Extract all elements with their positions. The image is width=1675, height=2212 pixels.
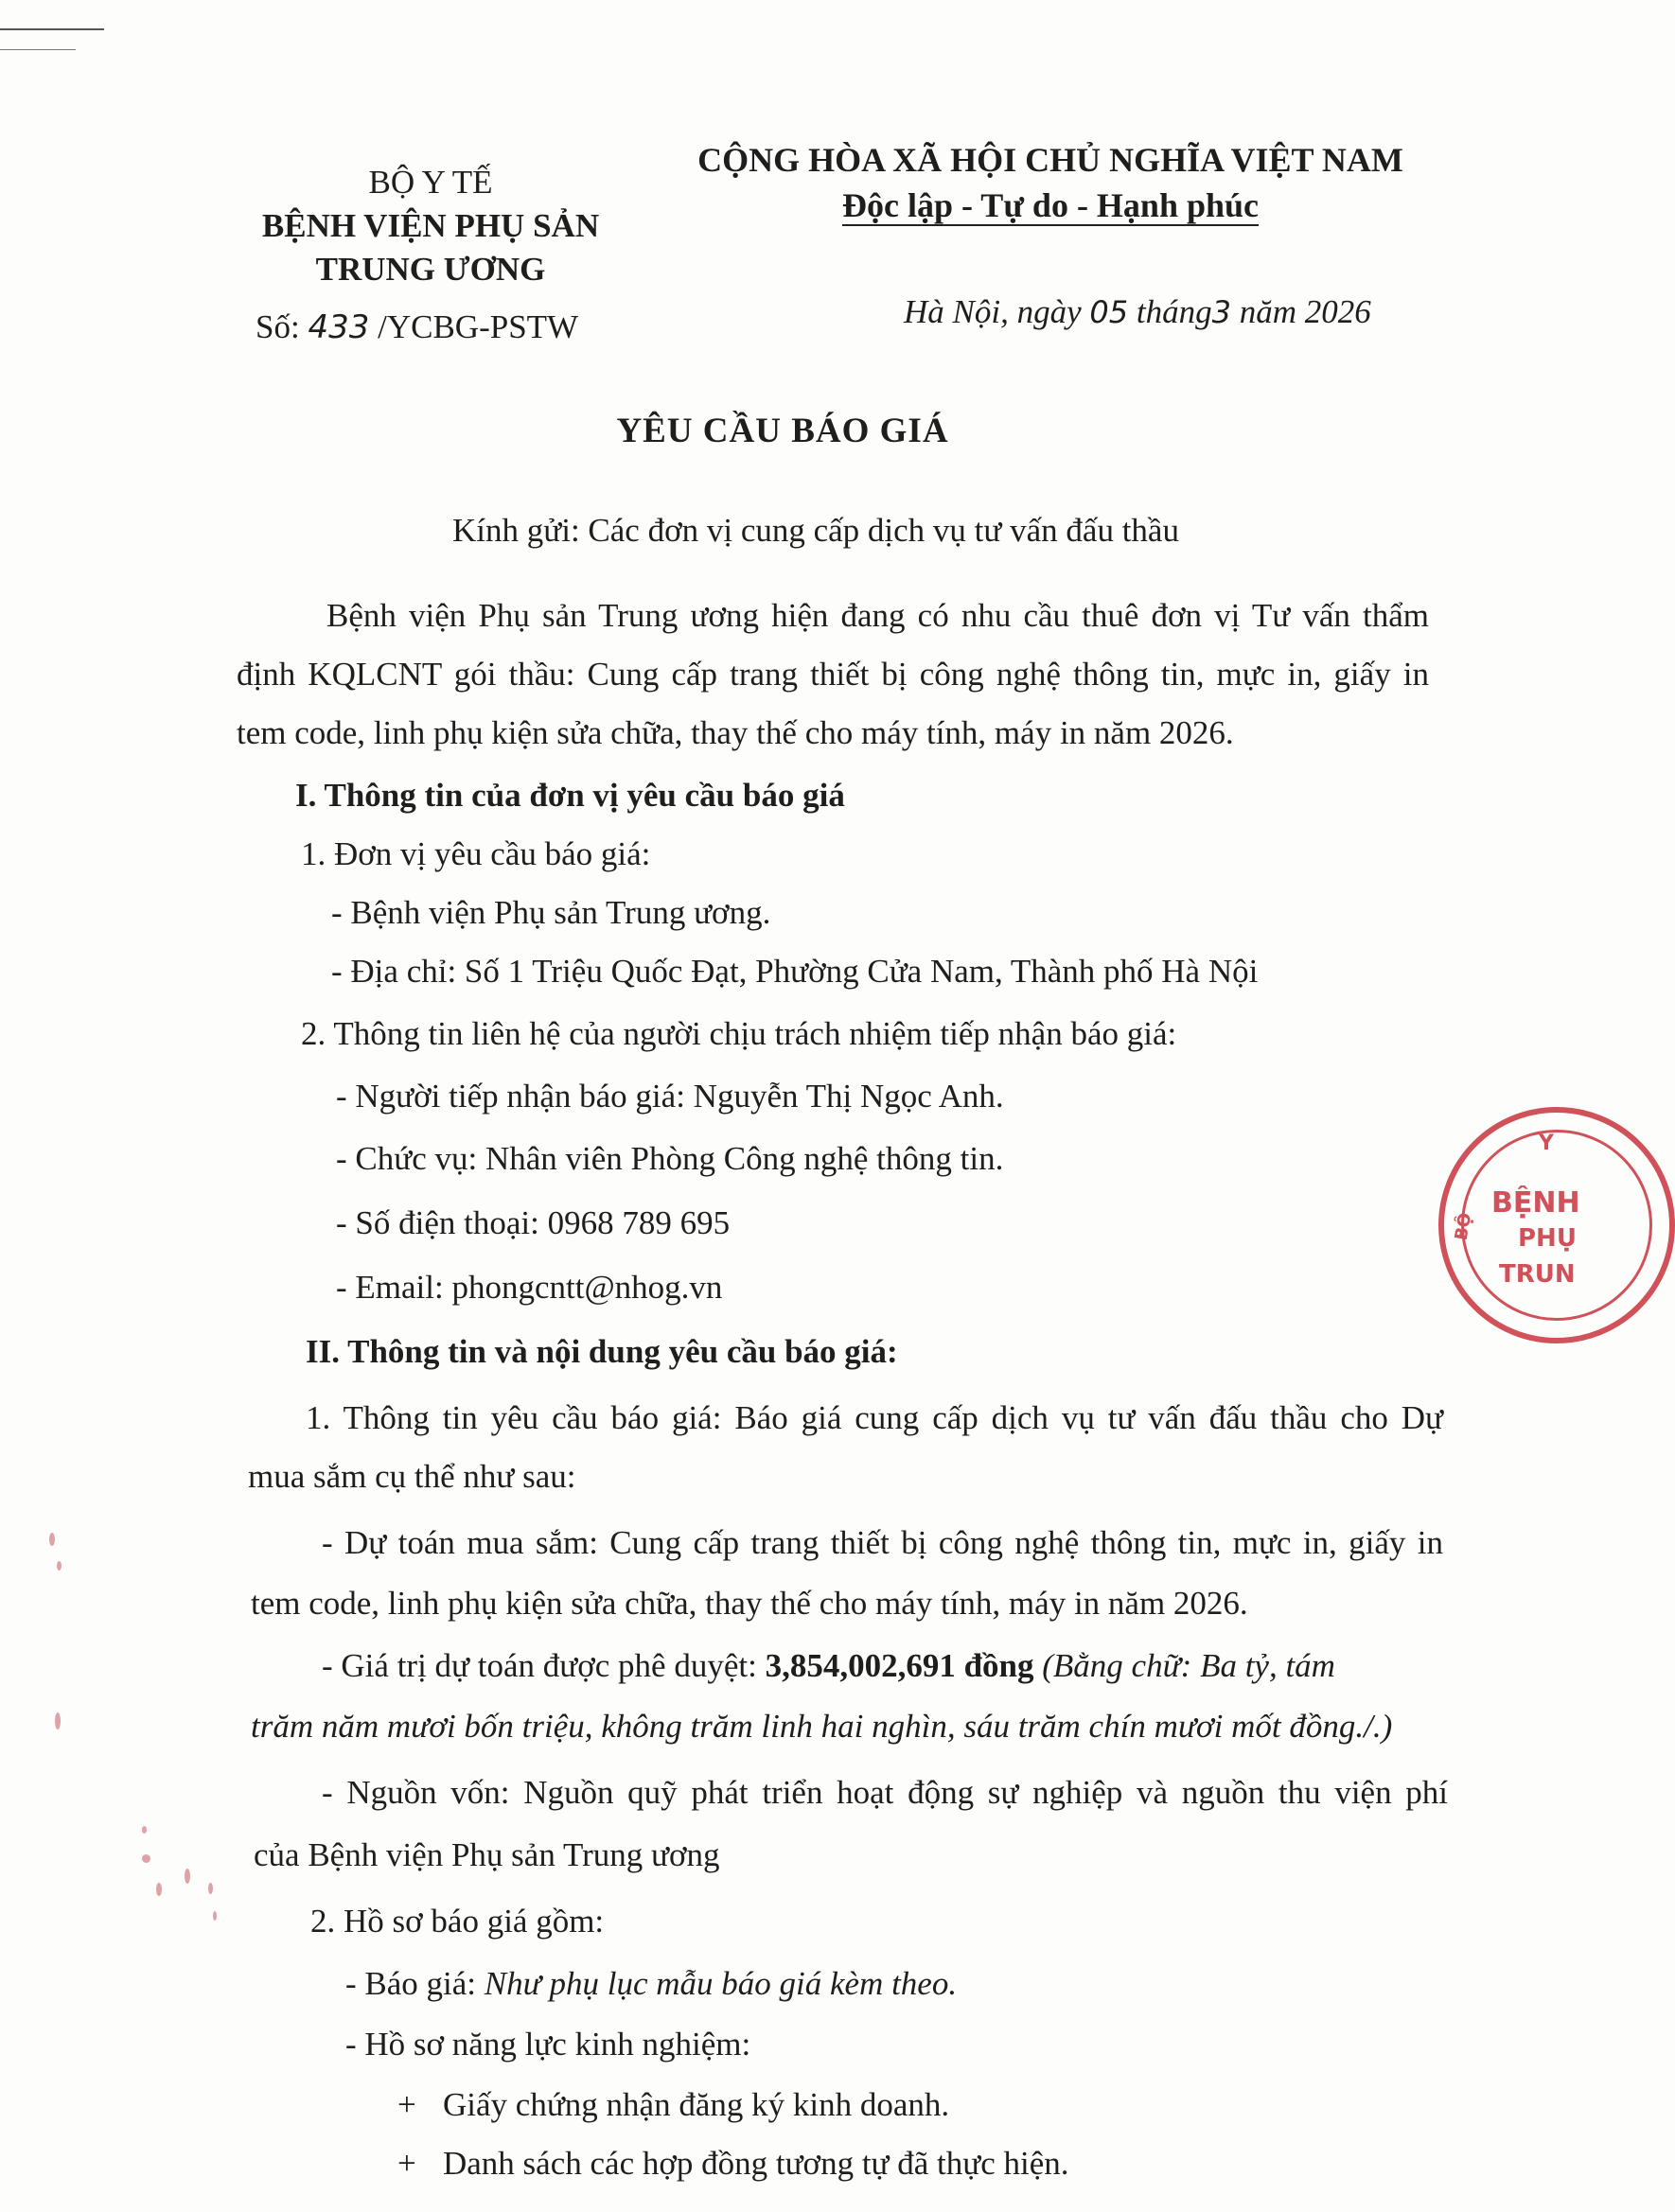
intro-line-1: Bệnh viện Phụ sản Trung ương hiện đang có nhu cầu thuê đơn vị Tư vấn thẩm (326, 597, 1429, 634)
date-prefix: Hà Nội, ngày (904, 293, 1082, 330)
approved-value-words-2: trăm năm mươi bốn triệu, không trăm linh hai nghìn, sáu trăm chín mươi mốt đồng./.) (251, 1708, 1393, 1745)
receiver-name: - Người tiếp nhận báo giá: Nguyễn Thị Ngọc Anh. (336, 1078, 1004, 1115)
estimate-line2: tem code, linh phụ kiện sửa chữa, thay thế cho máy tính, máy in năm 2026. (251, 1585, 1248, 1622)
scan-mark (0, 28, 104, 30)
section1-item2: 2. Thông tin liên hệ của người chịu trách nhiệm tiếp nhận báo giá: (301, 1015, 1177, 1052)
seal-text-top: Y (1539, 1132, 1554, 1155)
section1-item1: 1. Đơn vị yêu cầu báo giá: (301, 835, 651, 872)
red-seal (1438, 1107, 1675, 1343)
scan-speck (49, 1533, 55, 1546)
quote-prefix: - Báo giá: (345, 1965, 477, 2002)
scan-speck (156, 1883, 162, 1896)
scan-speck (185, 1869, 190, 1884)
receiver-phone: - Số điện thoại: 0968 789 695 (336, 1204, 731, 1241)
seal-text-side: BỘ (1451, 1211, 1476, 1242)
section2-item1-line2: mua sắm cụ thể như sau: (248, 1458, 576, 1495)
doc-date (904, 293, 1371, 331)
scan-speck (213, 1911, 217, 1921)
doc-title: YÊU CẦU BÁO GIÁ (616, 412, 949, 450)
funding-line2: của Bệnh viện Phụ sản Trung ương (254, 1836, 720, 1873)
section1-heading: I. Thông tin của đơn vị yêu cầu báo giá (295, 777, 845, 814)
date-month-label: tháng (1136, 293, 1212, 330)
cert-item (397, 2076, 949, 2134)
funding-line1: - Nguồn vốn: Nguồn quỹ phát triển hoạt động sự nghiệp và nguồn thu viện phí (322, 1774, 1448, 1811)
recipient-line: Kính gửi: Các đơn vị cung cấp dịch vụ tư vấn đấu thầu (452, 512, 1179, 549)
nation-name: CỘNG HÒA XÃ HỘI CHỦ NGHĨA VIỆT NAM (697, 141, 1403, 179)
unit-address: - Địa chỉ: Số 1 Triệu Quốc Đạt, Phường Cửa Nam, Thành phố Hà Nội (331, 953, 1259, 990)
doc-number (256, 308, 578, 346)
motto: Độc lập - Tự do - Hạnh phúc (841, 186, 1260, 224)
scan-mark (0, 49, 76, 50)
seal-text-line3: TRUN (1499, 1260, 1576, 1289)
scan-speck (142, 1826, 147, 1834)
bullet-plus: + (397, 2086, 416, 2123)
section2-heading: II. Thông tin và nội dung yêu cầu báo giá: (306, 1333, 898, 1370)
receiver-position: - Chức vụ: Nhân viên Phòng Công nghệ thông tin. (336, 1140, 1004, 1177)
capability-line: - Hồ sơ năng lực kinh nghiệm: (345, 2026, 751, 2063)
header-right (681, 137, 1419, 228)
date-month: 3 (1211, 294, 1231, 330)
ministry-name: BỘ Y TẾ (368, 164, 493, 201)
scan-speck (57, 1561, 62, 1571)
doc-number-value: 433 (308, 308, 370, 346)
approved-value-line1 (322, 1637, 1448, 1695)
approved-value-amount: 3,854,002,691 đồng (765, 1647, 1034, 1684)
intro-line-2: định KQLCNT gói thầu: Cung cấp trang thiết bị công nghệ thông tin, mực in, giấy in (237, 656, 1429, 693)
approved-value-prefix: - Giá trị dự toán được phê duyệt: (322, 1647, 757, 1684)
seal-text-line2: PHỤ (1518, 1224, 1577, 1253)
cert-text: Giấy chứng nhận đăng ký kinh doanh. (443, 2086, 950, 2123)
seal-text-line1: BỆNH (1491, 1186, 1580, 1220)
receiver-email: - Email: phongcntt@nhog.vn (336, 1269, 723, 1306)
header-left (241, 161, 620, 291)
section2-item1-line1: 1. Thông tin yêu cầu báo giá: Báo giá cung cấp dịch vụ tư vấn đấu thầu cho Dự (306, 1399, 1443, 1436)
contracts-item (397, 2134, 1069, 2193)
date-year: năm 2026 (1239, 293, 1371, 330)
bullet-plus: + (397, 2145, 416, 2182)
section2-item2: 2. Hồ sơ báo giá gồm: (310, 1903, 605, 1940)
contracts-text: Danh sách các hợp đồng tương tự đã thực hiện. (443, 2145, 1069, 2182)
quote-line (345, 1955, 957, 2013)
hospital-name-line1: BỆNH VIỆN PHỤ SẢN (261, 207, 600, 244)
scan-speck (142, 1854, 150, 1863)
hospital-name-line2: TRUNG ƯƠNG (315, 251, 546, 288)
intro-line-3: tem code, linh phụ kiện sửa chữa, thay thế cho máy tính, máy in năm 2026. (237, 714, 1234, 751)
scan-speck (55, 1712, 61, 1729)
requesting-unit: - Bệnh viện Phụ sản Trung ương. (331, 894, 771, 931)
scan-speck (208, 1883, 213, 1894)
doc-number-suffix: /YCBG-PSTW (378, 308, 579, 345)
estimate-line1: - Dự toán mua sắm: Cung cấp trang thiết bị công nghệ thông tin, mực in, giấy in (322, 1524, 1443, 1561)
doc-number-prefix: Số: (256, 308, 300, 345)
date-day: 05 (1089, 294, 1129, 330)
quote-detail: Như phụ lục mẫu báo giá kèm theo. (484, 1965, 958, 2002)
approved-value-words-1: (Bằng chữ: Ba tỷ, tám (1042, 1647, 1335, 1684)
